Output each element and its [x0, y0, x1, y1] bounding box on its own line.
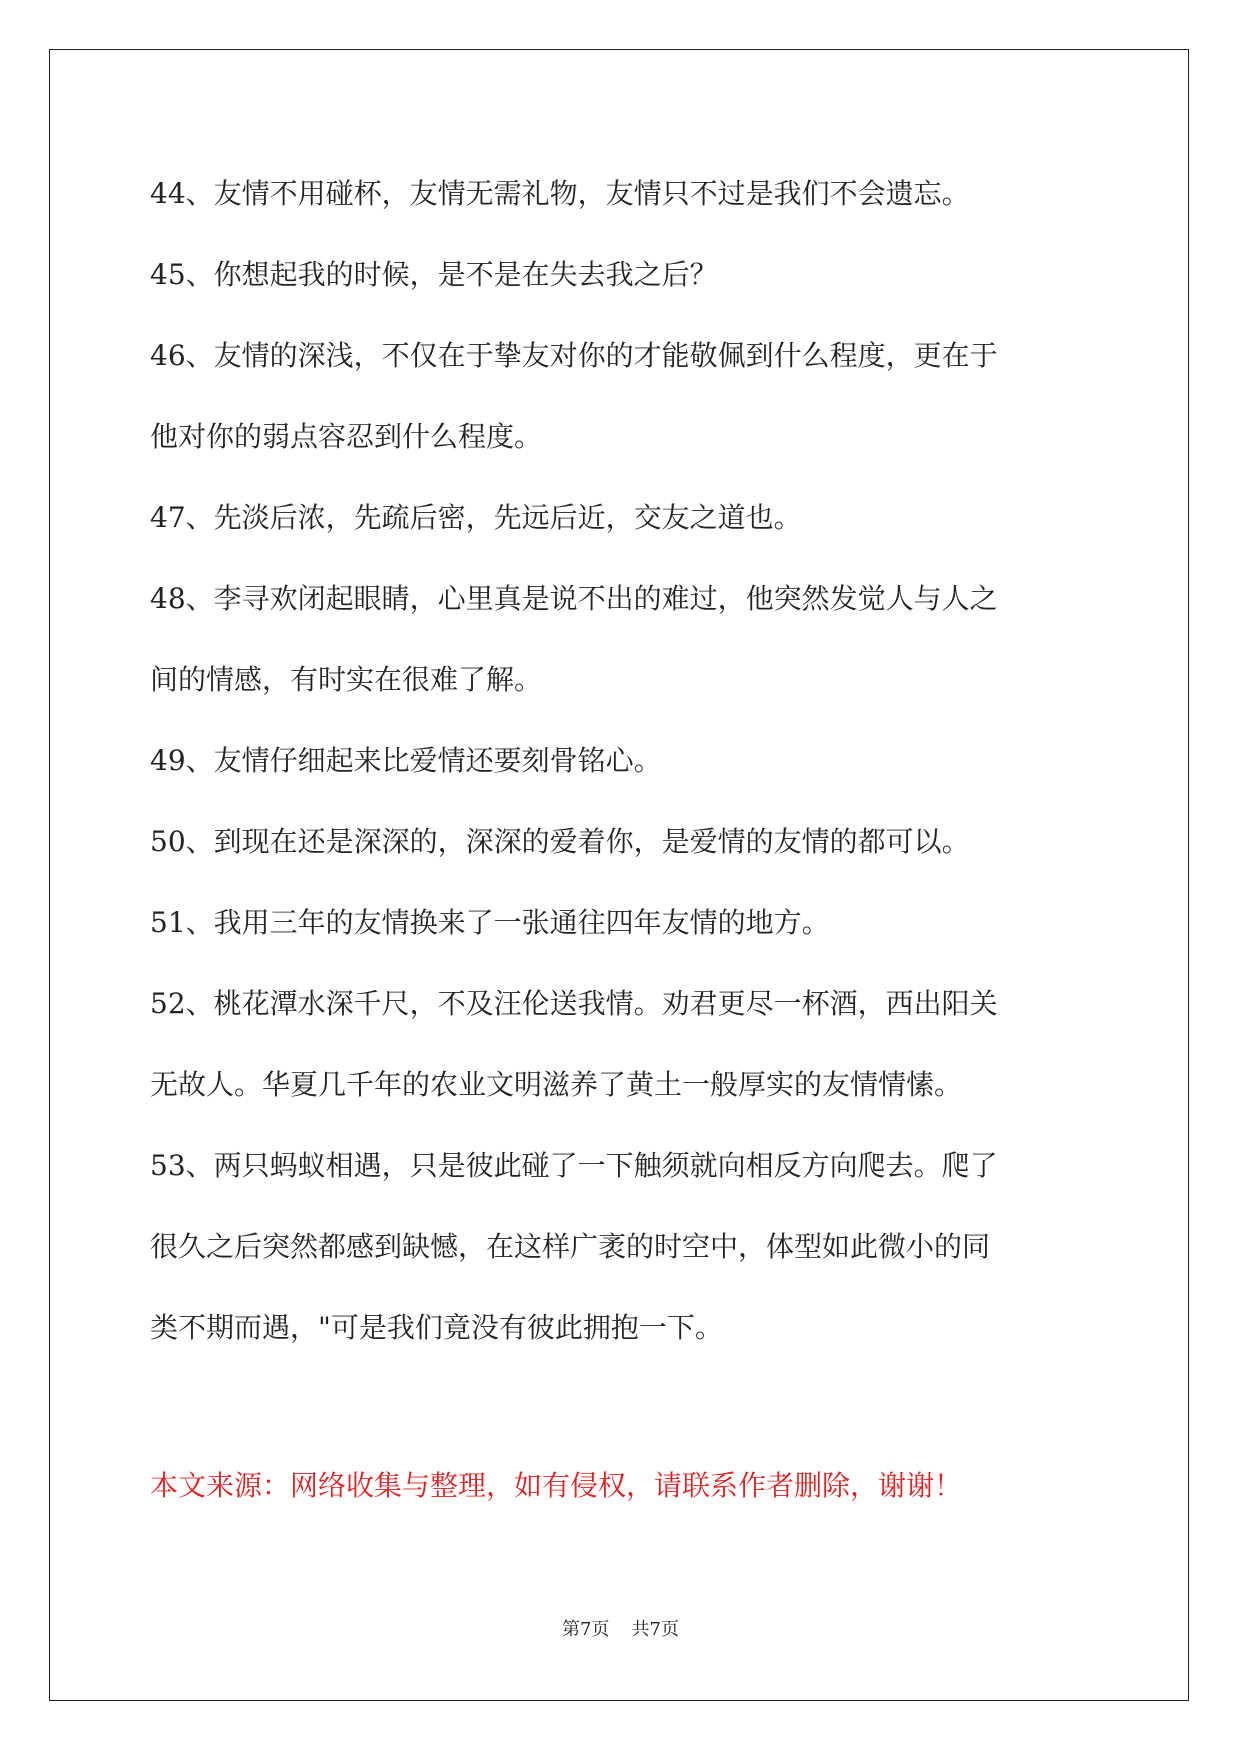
text-line: 很久之后突然都感到缺憾，在这样广袤的时空中，体型如此微小的同: [150, 1230, 991, 1263]
text-line: 44、友情不用碰杯，友情无需礼物，友情只不过是我们不会遗忘。: [150, 177, 970, 210]
text-line: 47、先淡后浓，先疏后密，先远后近，交友之道也。: [150, 501, 802, 534]
text-line: 46、友情的深浅，不仅在于挚友对你的才能敬佩到什么程度，更在于: [150, 339, 998, 372]
page-footer: [0, 1618, 1241, 1642]
text-line: 52、桃花潭水深千尺，不及汪伦送我情。劝君更尽一杯酒，西出阳关: [150, 987, 998, 1020]
text-line: 51、我用三年的友情换来了一张通往四年友情的地方。: [150, 906, 830, 939]
text-line: 无故人。华夏几千年的农业文明滋养了黄土一般厚实的友情情愫。: [150, 1068, 963, 1101]
text-line: 49、友情仔细起来比爱情还要刻骨铭心。: [150, 744, 662, 777]
total-pages-label: 共7页: [631, 1619, 679, 1640]
document-body: [150, 153, 1090, 1368]
text-line: 48、李寻欢闭起眼睛，心里真是说不出的难过，他突然发觉人与人之: [150, 582, 998, 615]
source-note: 本文来源：网络收集与整理，如有侵权，请联系作者删除，谢谢！: [150, 1469, 963, 1502]
text-line: 45、你想起我的时候，是不是在失去我之后？: [150, 258, 718, 291]
text-line: 50、到现在还是深深的，深深的爱着你，是爱情的友情的都可以。: [150, 825, 970, 858]
text-line: 间的情感，有时实在很难了解。: [150, 663, 543, 696]
current-page-label: 第7页: [562, 1619, 610, 1640]
text-line: 他对你的弱点容忍到什么程度。: [150, 420, 543, 453]
text-line: 类不期而遇，"可是我们竟没有彼此拥抱一下。: [150, 1311, 723, 1344]
text-line: 53、两只蚂蚁相遇，只是彼此碰了一下触须就向相反方向爬去。爬了: [150, 1149, 998, 1182]
